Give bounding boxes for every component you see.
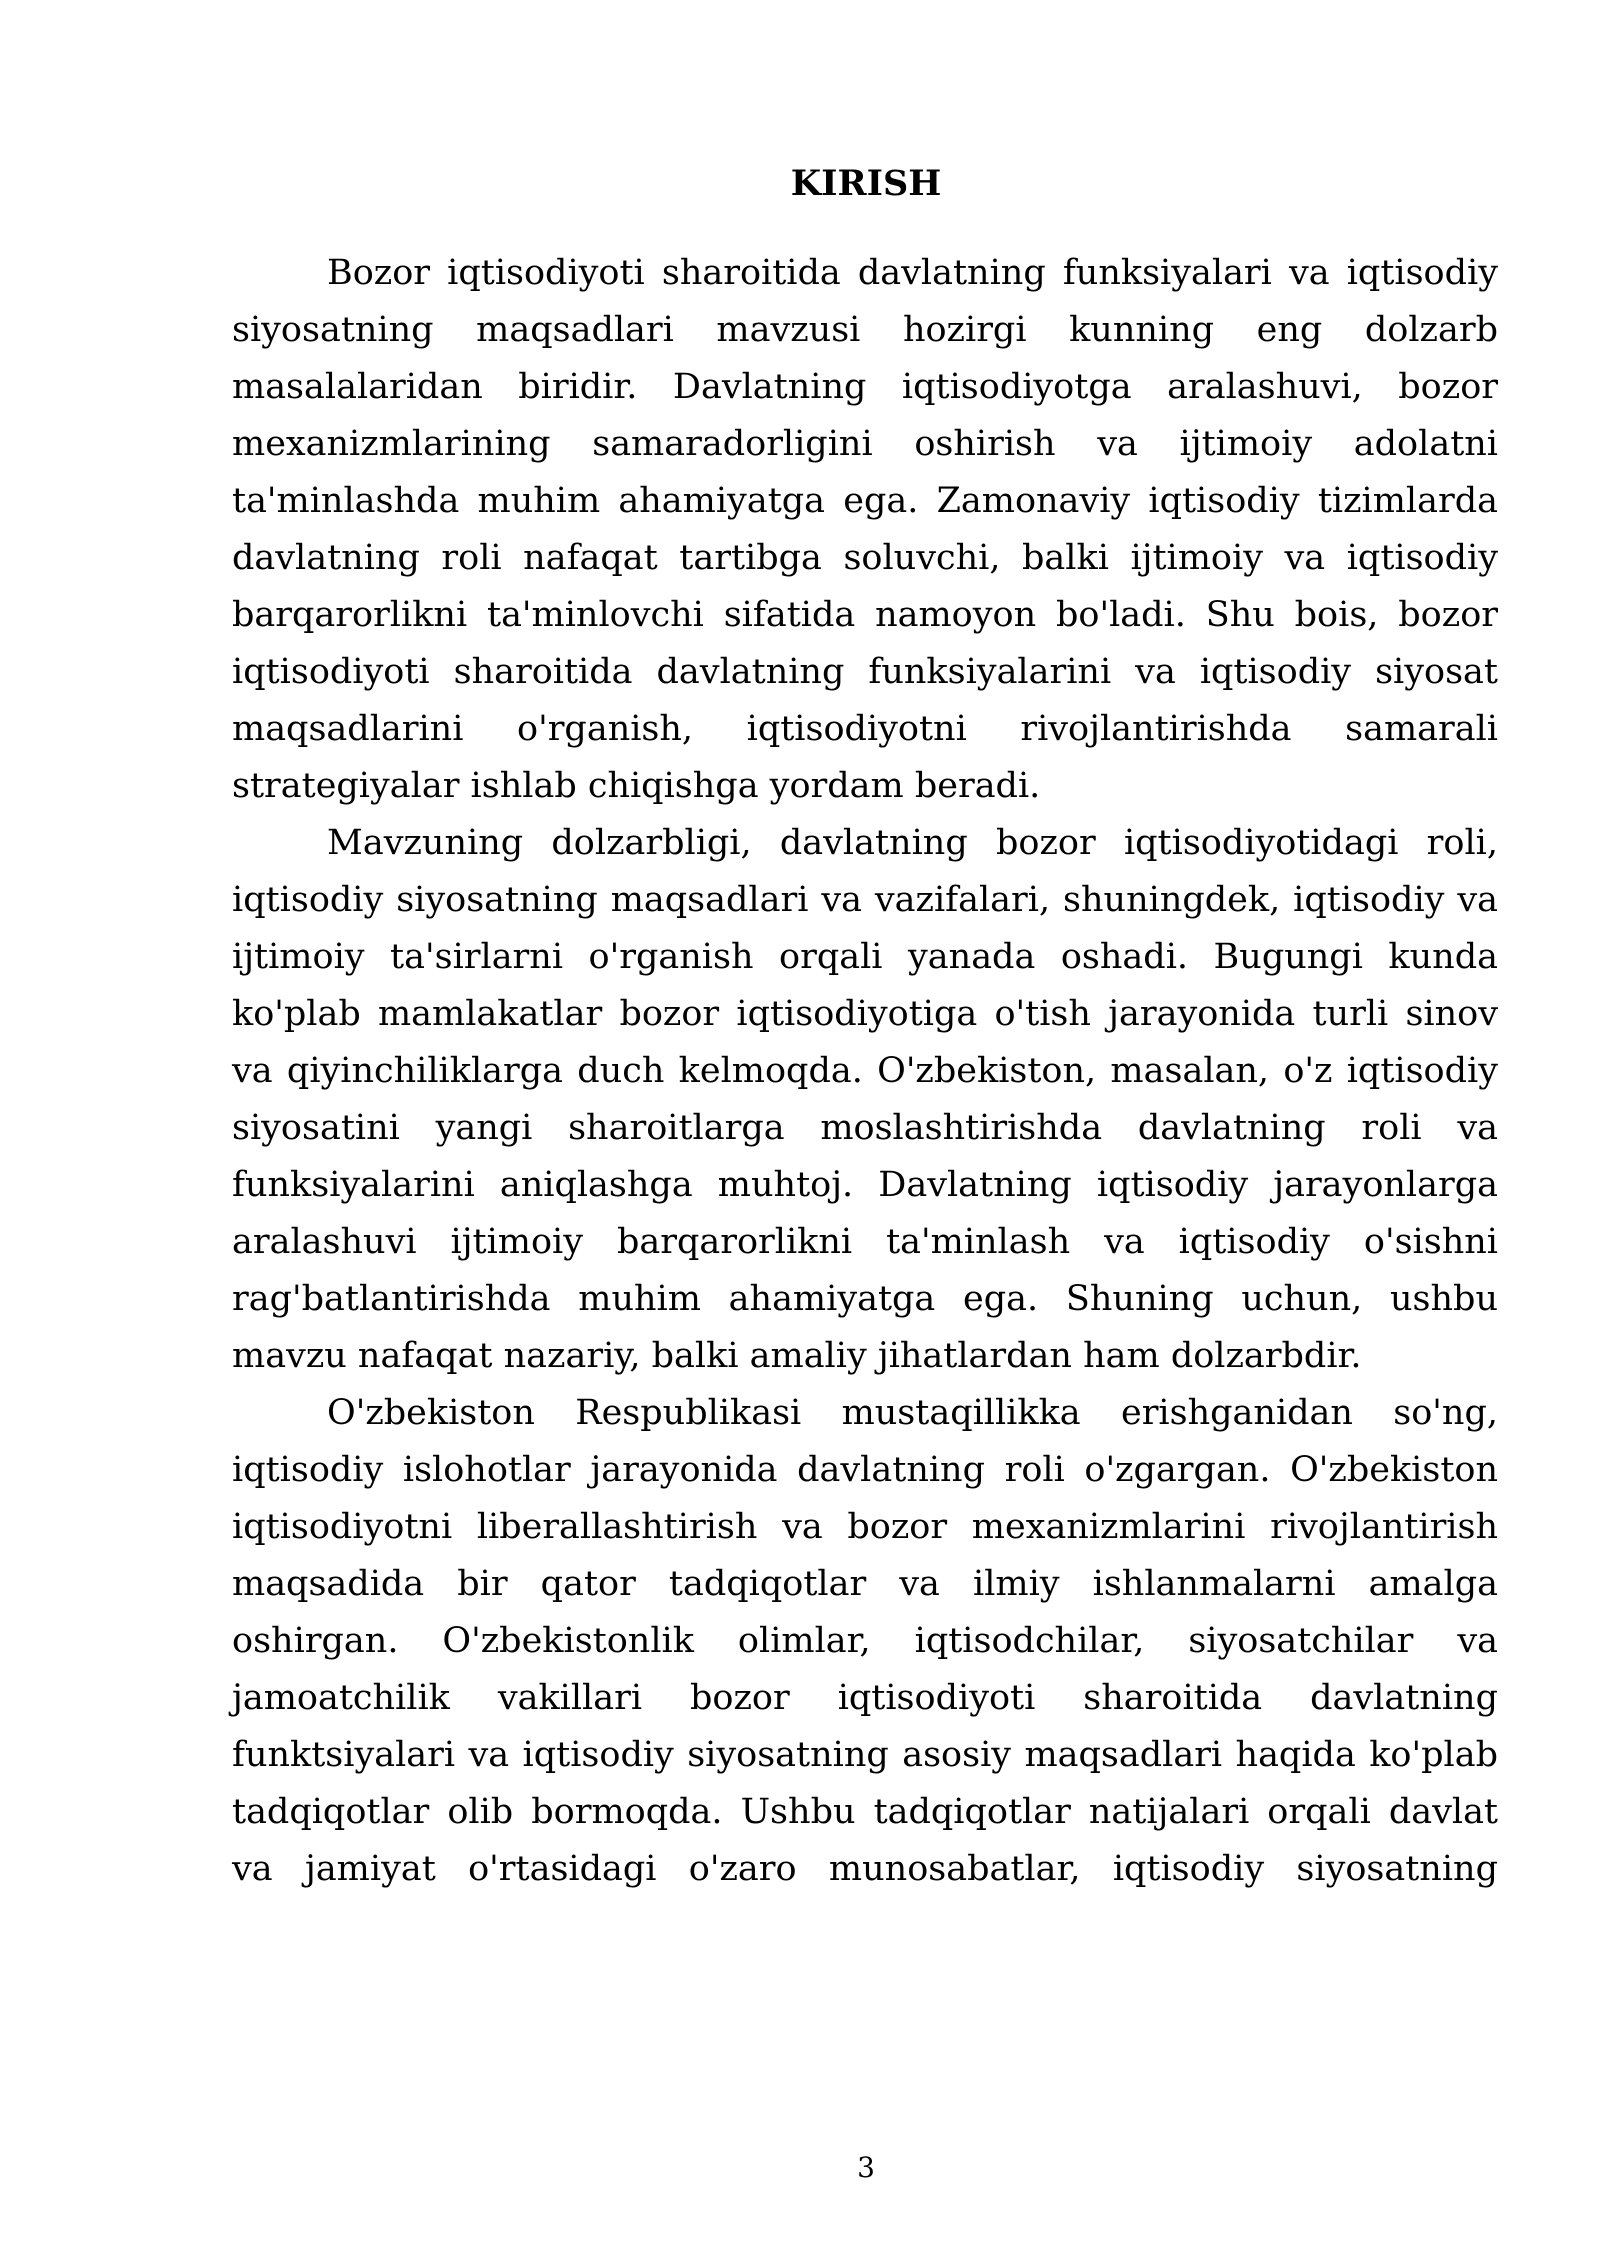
document-body [232, 245, 1498, 1898]
paragraph-1: Bozor iqtisodiyoti sharoitida davlatning funksiyalari va iqtisodiy siyosatning maqsadlari mavzusi hozirgi kunning eng dolzarb masalalaridan biridir. Davlatning iqtisodiyotga aralashuvi, bozor mexanizmlarining samaradorligini oshirish va ijtimoiy adolatni ta'minlashda muhim ahamiyatga ega. Zamonaviy iqtisodiy tizimlarda davlatning roli nafaqat tartibga soluvchi, balki ijtimoiy va iqtisodiy barqarorlikni ta'minlovchi sifatida namoyon bo'ladi. Shu bois, bozor iqtisodiyoti sharoitida davlatning funksiyalarini va iqtisodiy siyosat maqsadlarini o'rganish, iqtisodiyotni rivojlantirishda samarali strategiyalar ishlab chiqishga yordam beradi. [232, 253, 1498, 806]
paragraph-2: Mavzuning dolzarbligi, davlatning bozor iqtisodiyotidagi roli, iqtisodiy siyosatning maqsadlari va vazifalari, shuningdek, iqtisodiy va ijtimoiy ta'sirlarni o'rganish orqali yanada oshadi. Bugungi kunda ko'plab mamlakatlar bozor iqtisodiyotiga o'tish jarayonida turli sinov va qiyinchiliklarga duch kelmoqda. O'zbekiston, masalan, o'z iqtisodiy siyosatini yangi sharoitlarga moslashtirishda davlatning roli va funksiyalarini aniqlashga muhtoj. Davlatning iqtisodiy jarayonlarga aralashuvi ijtimoiy barqarorlikni ta'minlash va iqtisodiy o'sishni rag'batlantirishda muhim ahamiyatga ega. Shuning uchun, ushbu mavzu nafaqat nazariy, balki amaliy jihatlardan ham dolzarbdir. [232, 823, 1498, 1376]
paragraph-3: O'zbekiston Respublikasi mustaqillikka erishganidan so'ng, iqtisodiy islohotlar jarayonida davlatning roli o'zgargan. O'zbekiston iqtisodiyotni liberallashtirish va bozor mexanizmlarini rivojlantirish maqsadida bir qator tadqiqotlar va ilmiy ishlanmalarni amalga oshirgan. O'zbekistonlik olimlar, iqtisodchilar, siyosatchilar va jamoatchilik vakillari bozor iqtisodiyoti sharoitida davlatning funktsiyalari va iqtisodiy siyosatning asosiy maqsadlari haqida ko'plab tadqiqotlar olib bormoqda. Ushbu tadqiqotlar natijalari orqali davlat va jamiyat o'rtasidagi o'zaro munosabatlar, iqtisodiy siyosatning [232, 1393, 1498, 1889]
page-number: 3 [857, 2151, 875, 2184]
document-title: KIRISH [790, 163, 942, 204]
